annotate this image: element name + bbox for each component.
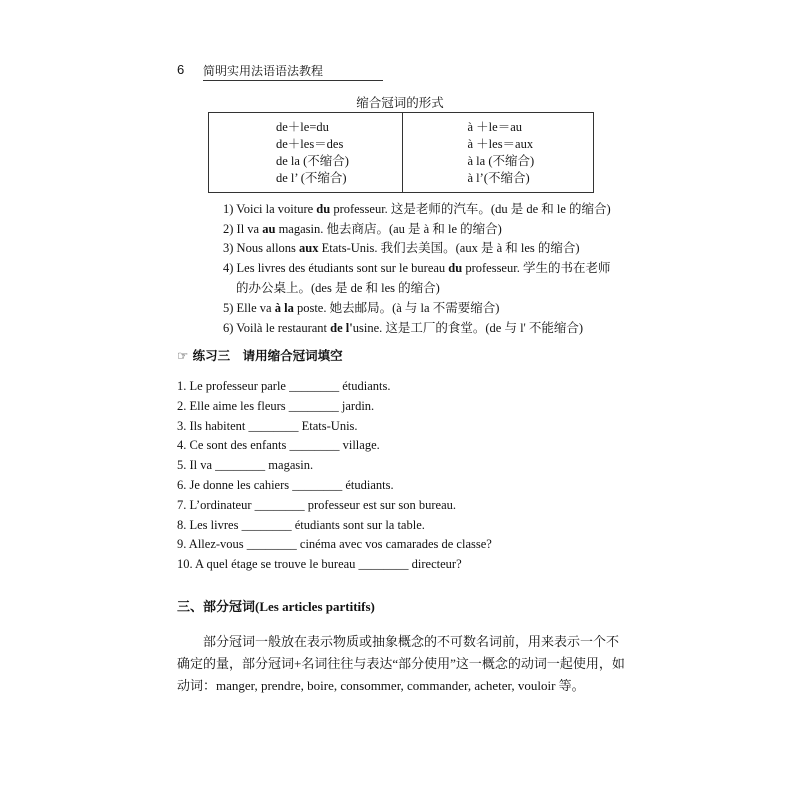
table-cell: de l’ (不缩合) <box>276 171 347 185</box>
table-cell: à l’(不缩合) <box>467 171 530 185</box>
text-segment: 4) Les livres des étudiants sont sur le bureau <box>223 261 449 275</box>
pointing-hand-icon: ☞ <box>177 348 193 363</box>
running-header: 简明实用法语语法教程 <box>203 62 383 81</box>
example-line <box>223 219 502 239</box>
bold-article: du <box>448 261 463 275</box>
text-segment: usine. 这是工厂的食堂。(de 与 l' 不能缩合) <box>352 321 584 335</box>
text-segment: Etats-Unis. 我们去美国。(aux 是 à 和 les 的缩合) <box>318 241 580 255</box>
table-cell: de la (不缩合) <box>276 154 349 168</box>
table-column-a <box>403 113 594 192</box>
bold-article: de l' <box>330 321 353 335</box>
example-line <box>236 278 440 298</box>
example-line <box>223 238 580 258</box>
bold-article: aux <box>299 241 319 255</box>
bold-article: du <box>316 202 331 216</box>
text-segment: professeur. 这是老师的汽车。(du 是 de 和 le 的缩合) <box>330 202 611 216</box>
exercise-item: 9. Allez-vous ________ cinéma avec vos camarades de classe? <box>177 537 492 552</box>
exercise-item: 4. Ce sont des enfants ________ village. <box>177 438 380 453</box>
text-segment: 的办公桌上。(des 是 de 和 les 的缩合) <box>236 281 440 295</box>
exercise-item: 3. Ils habitent ________ Etats-Unis. <box>177 418 358 433</box>
text-segment: 2) Il va <box>223 222 263 236</box>
example-line <box>223 318 583 338</box>
example-line <box>223 199 611 219</box>
exercise-heading <box>177 346 343 364</box>
exercise-item: 5. Il va ________ magasin. <box>177 458 314 473</box>
table-title: 缩合冠词的形式 <box>356 95 444 110</box>
text-segment: 3) Nous allons <box>223 241 300 255</box>
section-heading: 三、部分冠词(Les articles partitifs) <box>177 599 375 614</box>
text-segment: poste. 她去邮局。(à 与 la 不需要缩合) <box>293 301 500 315</box>
text-segment: 1) Voici la voiture <box>223 202 317 216</box>
exercise-item: 6. Je donne les cahiers ________ étudiants. <box>177 477 394 492</box>
body-paragraph: 部分冠词一般放在表示物质或抽象概念的不可数名词前，用来表示一个不确定的量，部分冠词+名词往往与表达“部分使用”这一概念的动词一起使用，如动词：manger, prendre, boire, consommer, commander, acheter, vouloir 等。 <box>177 634 625 693</box>
text-segment: 6) Voilà le restaurant <box>223 321 331 335</box>
bold-article: au <box>262 222 276 236</box>
contraction-table <box>208 112 594 193</box>
table-cell: à ＋les＝aux <box>467 137 534 151</box>
text-segment: 5) Elle va <box>223 301 275 315</box>
exercise-item: 10. A quel étage se trouve le bureau ________ directeur? <box>177 557 462 572</box>
table-cell: de＋le=du <box>276 120 329 134</box>
table-cell: de＋les＝des <box>276 137 344 151</box>
example-line <box>223 258 610 278</box>
page-number: 6 <box>177 62 185 77</box>
text-segment: magasin. 他去商店。(au 是 à 和 le 的缩合) <box>275 222 502 236</box>
example-line <box>223 298 499 318</box>
exercise-title: 练习三 请用缩合冠词填空 <box>192 348 343 363</box>
table-cell: à la (不缩合) <box>467 154 535 168</box>
bold-article: à la <box>274 301 294 315</box>
text-segment: professeur. 学生的书在老师 <box>462 261 611 275</box>
exercise-item: 8. Les livres ________ étudiants sont sur la table. <box>177 517 425 532</box>
exercise-item: 2. Elle aime les fleurs ________ jardin. <box>177 398 375 413</box>
exercise-item: 1. Le professeur parle ________ étudiants. <box>177 379 391 393</box>
table-column-de <box>209 113 403 192</box>
exercise-list <box>177 377 492 575</box>
exercise-item: 7. L’ordinateur ________ professeur est sur son bureau. <box>177 497 456 512</box>
table-cell: à ＋le＝au <box>467 120 522 134</box>
